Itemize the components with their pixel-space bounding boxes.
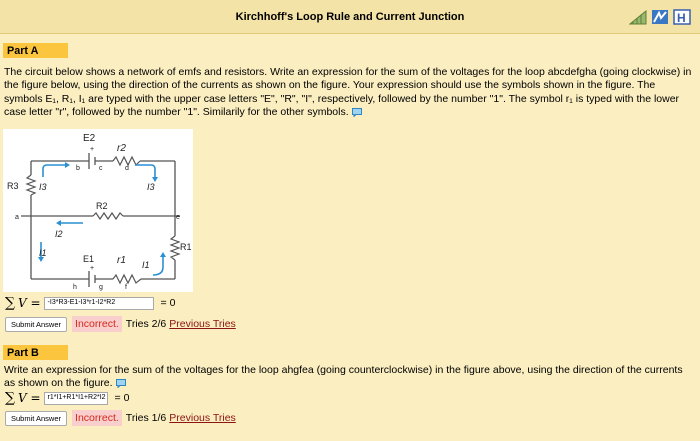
label-i1-right: I1 — [142, 260, 150, 270]
circuit-diagram — [3, 129, 193, 292]
part-b-submit-button[interactable]: Submit Answer — [5, 411, 67, 426]
bookmark-icon[interactable] — [650, 7, 670, 27]
sigma-symbol: ∑ — [5, 295, 15, 311]
resistor-r2-mid — [93, 213, 123, 219]
label-i3-left: I3 — [39, 182, 47, 192]
part-b-equation — [5, 390, 129, 406]
node-h: h — [73, 284, 77, 291]
part-a-tries: Tries 2/6 — [125, 318, 167, 330]
resistor-r2-top — [113, 157, 140, 165]
resistor-r1-bottom — [113, 275, 141, 283]
arrow-i3-left — [43, 165, 65, 177]
header-bar — [0, 0, 700, 34]
header-icons — [628, 7, 692, 27]
arrowhead-i3-left — [65, 162, 70, 168]
part-b-question — [4, 364, 694, 393]
label-r1-bottom: r1 — [117, 255, 126, 266]
part-b-previous-tries-link[interactable]: Previous Tries — [169, 412, 236, 424]
part-a-submit-button[interactable]: Submit Answer — [5, 317, 67, 332]
node-c: c — [99, 165, 103, 172]
equation-variable: V = — [18, 296, 41, 310]
label-e1: E1 — [83, 254, 95, 264]
label-i2-mid: I2 — [55, 229, 63, 239]
part-b-tab: Part B — [3, 345, 68, 360]
arrow-i1-right — [153, 257, 163, 275]
node-e: e — [176, 214, 180, 221]
equals-zero: = 0 — [160, 297, 176, 309]
part-b-status-badge: Incorrect. — [72, 410, 122, 426]
node-a: a — [15, 214, 19, 221]
chart-icon[interactable] — [628, 7, 648, 27]
part-a-status-badge: Incorrect. — [72, 316, 122, 332]
part-b-tries: Tries 1/6 — [125, 412, 167, 424]
svg-text:H: H — [677, 11, 686, 25]
comment-icon[interactable] — [352, 108, 362, 121]
resistor-r1 — [171, 236, 179, 260]
sigma-symbol: ∑ — [5, 390, 15, 406]
part-a-question — [4, 66, 694, 121]
label-r1: R1 — [180, 242, 192, 252]
equation-variable: V = — [18, 391, 41, 405]
part-b-submit-row — [5, 410, 236, 426]
label-r3: R3 — [7, 181, 19, 191]
label-e2: E2 — [83, 133, 96, 144]
label-r2-mid: R2 — [96, 201, 108, 211]
label-i3-right: I3 — [147, 182, 155, 192]
plus-bottom: + — [90, 265, 95, 272]
node-b: b — [76, 165, 80, 172]
equals-zero: = 0 — [114, 392, 130, 404]
node-d: d — [125, 165, 129, 172]
label-r2-top: r2 — [117, 143, 126, 154]
part-b-text: Write an expression for the sum of the voltages for the loop ahgfea (going counterclockwise) in the figure above, using the direction of the currents as shown on the figure. — [4, 364, 683, 390]
arrowhead-i2-mid — [56, 220, 61, 226]
resistor-r3 — [27, 175, 35, 195]
part-a-previous-tries-link[interactable]: Previous Tries — [169, 318, 236, 330]
arrow-i3-right — [135, 165, 155, 177]
part-a-submit-row — [5, 316, 236, 332]
part-a-tab: Part A — [3, 43, 68, 58]
part-a-answer-input[interactable]: -I3*R3-E1-I3*r1-I2*R2 — [44, 297, 154, 310]
part-a-text: The circuit below shows a network of emfs and resistors. Write an expression for the sum of the voltages for the loop abcdefgha (going clockwise) in the figure below, using the direction of the currents as shown on the figure. Your expression should use the symbols shown in the figure. The symbols E₁, R₁, I₁ are typed with the upper case letters "E", "R", "I", respectively, followed by the number "1". The symbol r₁ is typed with the lower case letter "r", followed by the number "1". Similarily for the other symbols. — [4, 66, 692, 118]
hint-icon[interactable] — [672, 7, 692, 27]
node-f: f — [125, 284, 127, 291]
arrowhead-i1-right — [160, 252, 166, 257]
label-i1-left: I1 — [39, 248, 47, 258]
part-a-equation — [5, 295, 175, 311]
page-title: Kirchhoff's Loop Rule and Current Junction — [235, 11, 465, 23]
part-b-answer-input[interactable]: r1*I1+R1*I1+R2*I2 — [44, 392, 108, 405]
plus-top: + — [90, 146, 95, 153]
node-g: g — [99, 284, 103, 291]
